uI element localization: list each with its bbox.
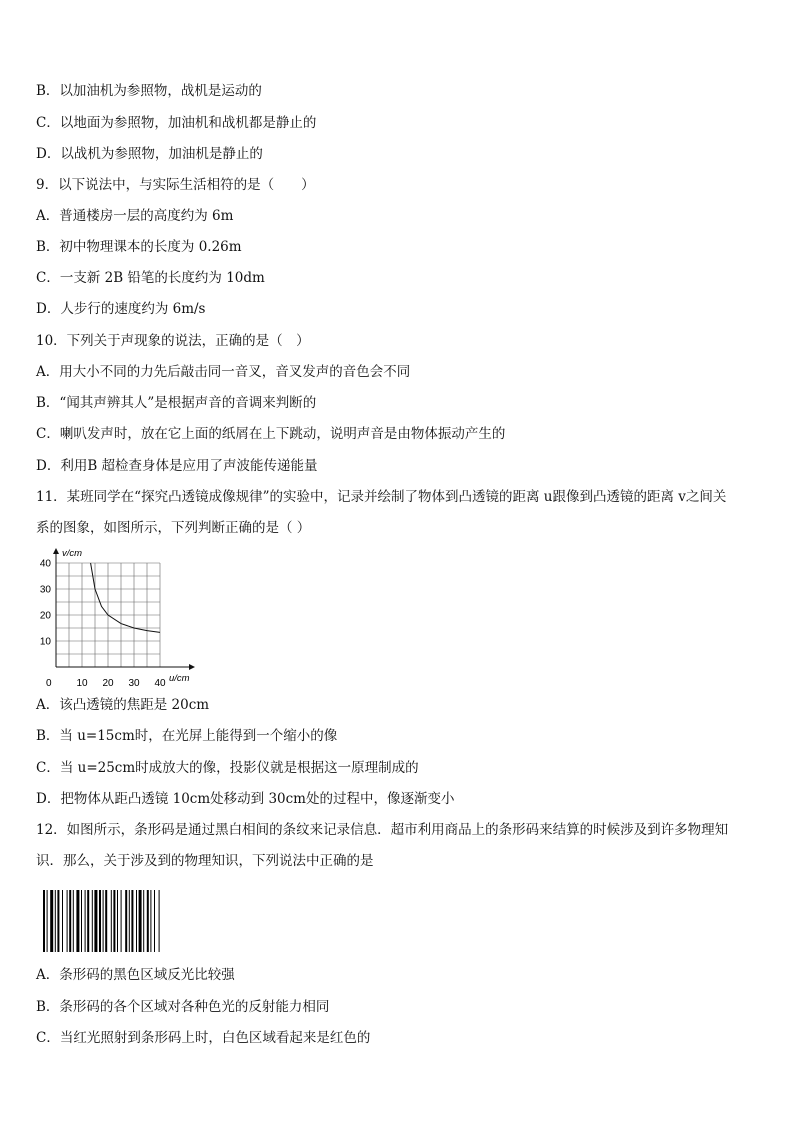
q9-option-c: C．一支新 2B 铅笔的长度约为 10dm (36, 270, 265, 286)
barcode-bar (62, 890, 63, 952)
barcode-bar (103, 890, 104, 952)
barcode-bar (131, 890, 133, 952)
q11-option-c: C．当 u=25cm时成放大的像，投影仪就是根据这一原理制成的 (36, 760, 419, 776)
x-tick-label: 20 (102, 678, 114, 689)
q12-stem-line2: 识．那么，关于涉及到的物理知识，下列说法中正确的是 (36, 853, 374, 869)
barcode-bar (129, 890, 130, 952)
barcode-bar (50, 890, 53, 952)
barcode-bar (150, 890, 151, 952)
barcode-image (42, 886, 188, 954)
q10-option-c: C．喇叭发声时，放在它上面的纸屑在上下跳动，说明声音是由物体振动产生的 (36, 426, 506, 442)
x-tick-label: 10 (76, 678, 88, 689)
q9-option-a: A．普通楼房一层的高度约为 6m (36, 208, 234, 224)
q11-option-d: D．把物体从距凸透镜 10cm处移动到 30cm处的过程中，像逐渐变小 (36, 791, 455, 807)
barcode-bar (159, 890, 160, 952)
q10-option-b: B．“闻其声辨其人”是根据声音的音调来判断的 (36, 395, 317, 411)
q11-option-a: A．该凸透镜的焦距是 20cm (36, 697, 210, 713)
barcode-bar (47, 890, 48, 952)
x-tick-label: 30 (128, 678, 140, 689)
barcode-bar (43, 890, 45, 952)
barcode-bar (85, 890, 86, 952)
barcode-bar (136, 890, 137, 952)
y-axis-label: v/cm (62, 548, 83, 559)
q10-option-d: D．利用B 超检查身体是应用了声波能传递能量 (36, 458, 318, 474)
x-tick-label: 40 (154, 678, 166, 689)
barcode-bar (57, 890, 59, 952)
y-tick-label: 10 (39, 636, 51, 648)
barcode-bar (154, 890, 155, 952)
barcode-bar (73, 890, 74, 952)
u-v-curve (91, 563, 160, 632)
barcode-bar (121, 890, 122, 952)
barcode-bar (113, 890, 115, 952)
q9-stem: 9．以下说法中，与实际生活相符的是（ ） (36, 177, 315, 193)
q9-option-b: B．初中物理课本的长度为 0.26m (36, 239, 242, 255)
barcode-bar (92, 890, 93, 952)
barcode-bar (81, 890, 82, 952)
barcode-bar (105, 890, 107, 952)
barcode-bar (143, 890, 144, 952)
q12-option-c: C．当红光照射到条形码上时，白色区域看起来是红色的 (36, 1030, 371, 1046)
q10-option-a: A．用大小不同的力先后敲击同一音叉，音叉发声的音色会不同 (36, 364, 411, 380)
barcode-bar (99, 890, 101, 952)
y-tick-label: 20 (39, 610, 51, 622)
barcode-bar (117, 890, 118, 952)
q12-option-b: B．条形码的各个区域对各种色光的反射能力相同 (36, 999, 330, 1015)
barcode-bar (147, 890, 149, 952)
q8-option-b: B．以加油机为参照物，战机是运动的 (36, 83, 262, 99)
barcode-bar (76, 890, 79, 952)
barcode-bar (139, 890, 142, 952)
q9-option-d: D．人步行的速度约为 6m/s (36, 301, 206, 317)
u-v-chart (34, 545, 204, 693)
x-axis-label: u/cm (169, 673, 190, 684)
barcode-bar (55, 890, 56, 952)
barcode-bar (125, 890, 127, 952)
barcode-bar (87, 890, 89, 952)
y-tick-label: 30 (39, 584, 51, 596)
q11-stem-line1: 11．某班同学在“探究凸透镜成像规律”的实验中，记录并绘制了物体到凸透镜的距离 u跟像到凸透镜的距离 v之间关 (36, 489, 727, 505)
origin-label: 0 (46, 678, 52, 689)
q11-stem-line2: 系的图象，如图所示，下列判断正确的是（ ） (36, 520, 311, 536)
q8-option-c: C．以地面为参照物，加油机和战机都是静止的 (36, 115, 317, 131)
q10-stem: 10．下列关于声现象的说法，正确的是（ ） (36, 333, 310, 349)
q12-option-a: A．条形码的黑色区域反光比较强 (36, 967, 235, 983)
q11-option-b: B．当 u=15cm时，在光屏上能得到一个缩小的像 (36, 728, 338, 744)
y-tick-label: 40 (39, 558, 51, 570)
q8-option-d: D．以战机为参照物，加油机是静止的 (36, 146, 263, 162)
barcode-bar (69, 890, 71, 952)
barcode-bar (94, 890, 97, 952)
q12-stem-line1: 12．如图所示，条形码是通过黑白相间的条纹来记录信息．超市利用商品上的条形码来结算的时候涉及到许多物理知 (36, 822, 729, 838)
barcode-bar (67, 890, 68, 952)
barcode-bar (111, 890, 112, 952)
